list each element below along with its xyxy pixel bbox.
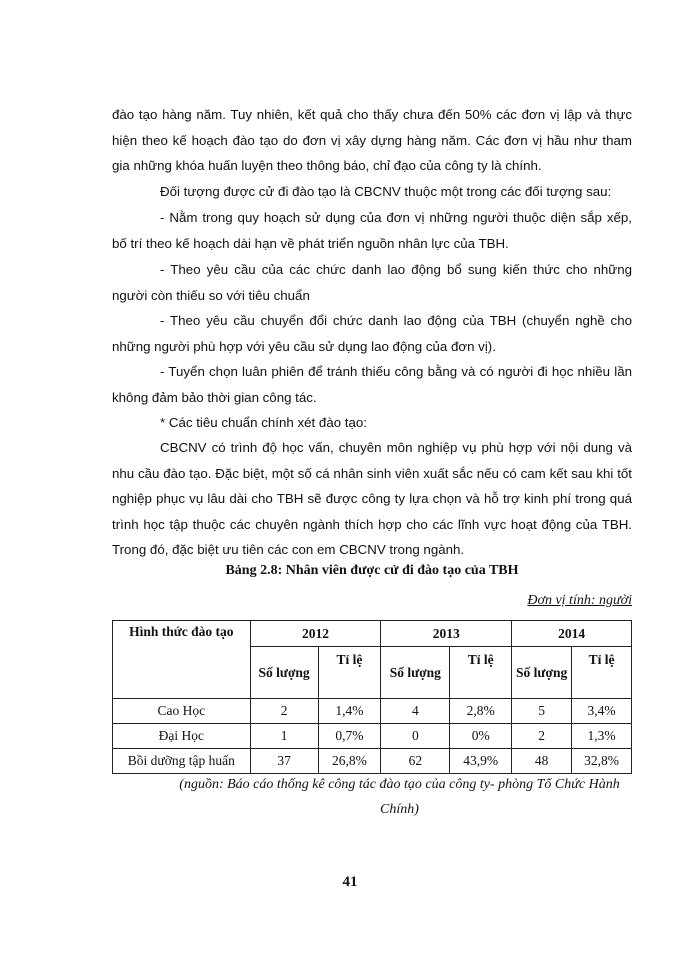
header-count: Số lượng [512,647,572,699]
header-count: Số lượng [381,647,450,699]
criteria-heading: * Các tiêu chuẩn chính xét đào tạo: [160,415,367,430]
cell-count-2013: 0 [381,724,450,749]
header-year-2014: 2014 [512,621,632,647]
row-type: Cao Học [113,699,251,724]
bullet-planning: - Nằm trong quy hoạch sử dụng của đơn vị những người thuộc diện sắp xếp, bố trí theo kế hoạch dài hạn về phát triển nguồn nhân lực của TBH. [112,210,632,251]
cell-rate-2012: 0,7% [318,724,381,749]
row-type: Bồi dưỡng tập huấn [113,749,251,774]
header-rate: Tỉ lệ [450,647,512,699]
header-training-type: Hình thức đào tạo [113,621,251,699]
cell-rate-2013: 0% [450,724,512,749]
cell-rate-2013: 2,8% [450,699,512,724]
header-rate: Tỉ lệ [318,647,381,699]
cell-rate-2014: 3,4% [572,699,632,724]
paragraph-training-targets: Đối tượng được cử đi đào tạo là CBCNV thuộc một trong các đối tượng sau: [160,184,612,199]
page-number: 41 [342,874,358,890]
bullet-job-change: - Theo yêu cầu chuyển đổi chức danh lao động của TBH (chuyển nghề cho những người phù hợp với yêu cầu sử dụng lao động của đơn vị). [112,313,632,354]
table-header-row [113,621,632,647]
table-row [113,699,632,724]
training-table [112,620,632,774]
cell-rate-2013: 43,9% [450,749,512,774]
cell-count-2014: 2 [512,724,572,749]
cell-rate-2012: 26,8% [318,749,381,774]
table-source: (nguồn: Báo cáo thống kê công tác đào tạo của công ty- phòng Tổ Chức Hành Chính) [179,777,620,817]
table-row [113,749,632,774]
cell-count-2014: 48 [512,749,572,774]
header-year-2012: 2012 [250,621,381,647]
table-caption: Bảng 2.8: Nhân viên được cử đi đào tạo của TBH [225,563,519,578]
cell-rate-2012: 1,4% [318,699,381,724]
cell-count-2012: 2 [250,699,318,724]
paragraph-criteria: CBCNV có trình độ học vấn, chuyên môn nghiệp vụ phù hợp với nội dung và nhu cầu đào tạo. Đặc biệt, một số cá nhân sinh viên xuất sắc nếu có cam kết sau khi tốt nghiệp phục vụ lâu dài cho TBH sẽ được công ty lựa chọn và hỗ trợ kinh phí trong quá trình học tập thuộc các chuyên ngành thích hợp cho các lĩnh vực hoạt động của TBH. Trong đó, đặc biệt ưu tiên các con em CBCNV trong ngành. [112,440,632,558]
cell-count-2013: 4 [381,699,450,724]
table-row [113,724,632,749]
paragraph-training-plan: đào tạo hàng năm. Tuy nhiên, kết quả cho thấy chưa đến 50% các đơn vị lập và thực hiện theo kế hoạch đào tạo do đơn vị xây dựng hàng năm. Các đơn vị hầu như tham gia những khóa huấn luyện theo thông báo, chỉ đạo của công ty là chính. [112,107,632,174]
bullet-rotation: - Tuyển chọn luân phiên để tránh thiếu công bằng và có người đi học nhiều lần không đảm bảo thời gian công tác. [112,364,632,405]
row-type: Đại Học [113,724,251,749]
cell-rate-2014: 32,8% [572,749,632,774]
table-unit: Đơn vị tính: người [527,593,632,608]
header-count: Số lượng [250,647,318,699]
cell-rate-2014: 1,3% [572,724,632,749]
cell-count-2012: 1 [250,724,318,749]
cell-count-2012: 37 [250,749,318,774]
cell-count-2013: 62 [381,749,450,774]
header-rate: Tỉ lệ [572,647,632,699]
cell-count-2014: 5 [512,699,572,724]
header-year-2013: 2013 [381,621,512,647]
bullet-job-title-requirement: - Theo yêu cầu của các chức danh lao động bổ sung kiến thức cho những người còn thiếu so với tiêu chuẩn [112,262,632,303]
